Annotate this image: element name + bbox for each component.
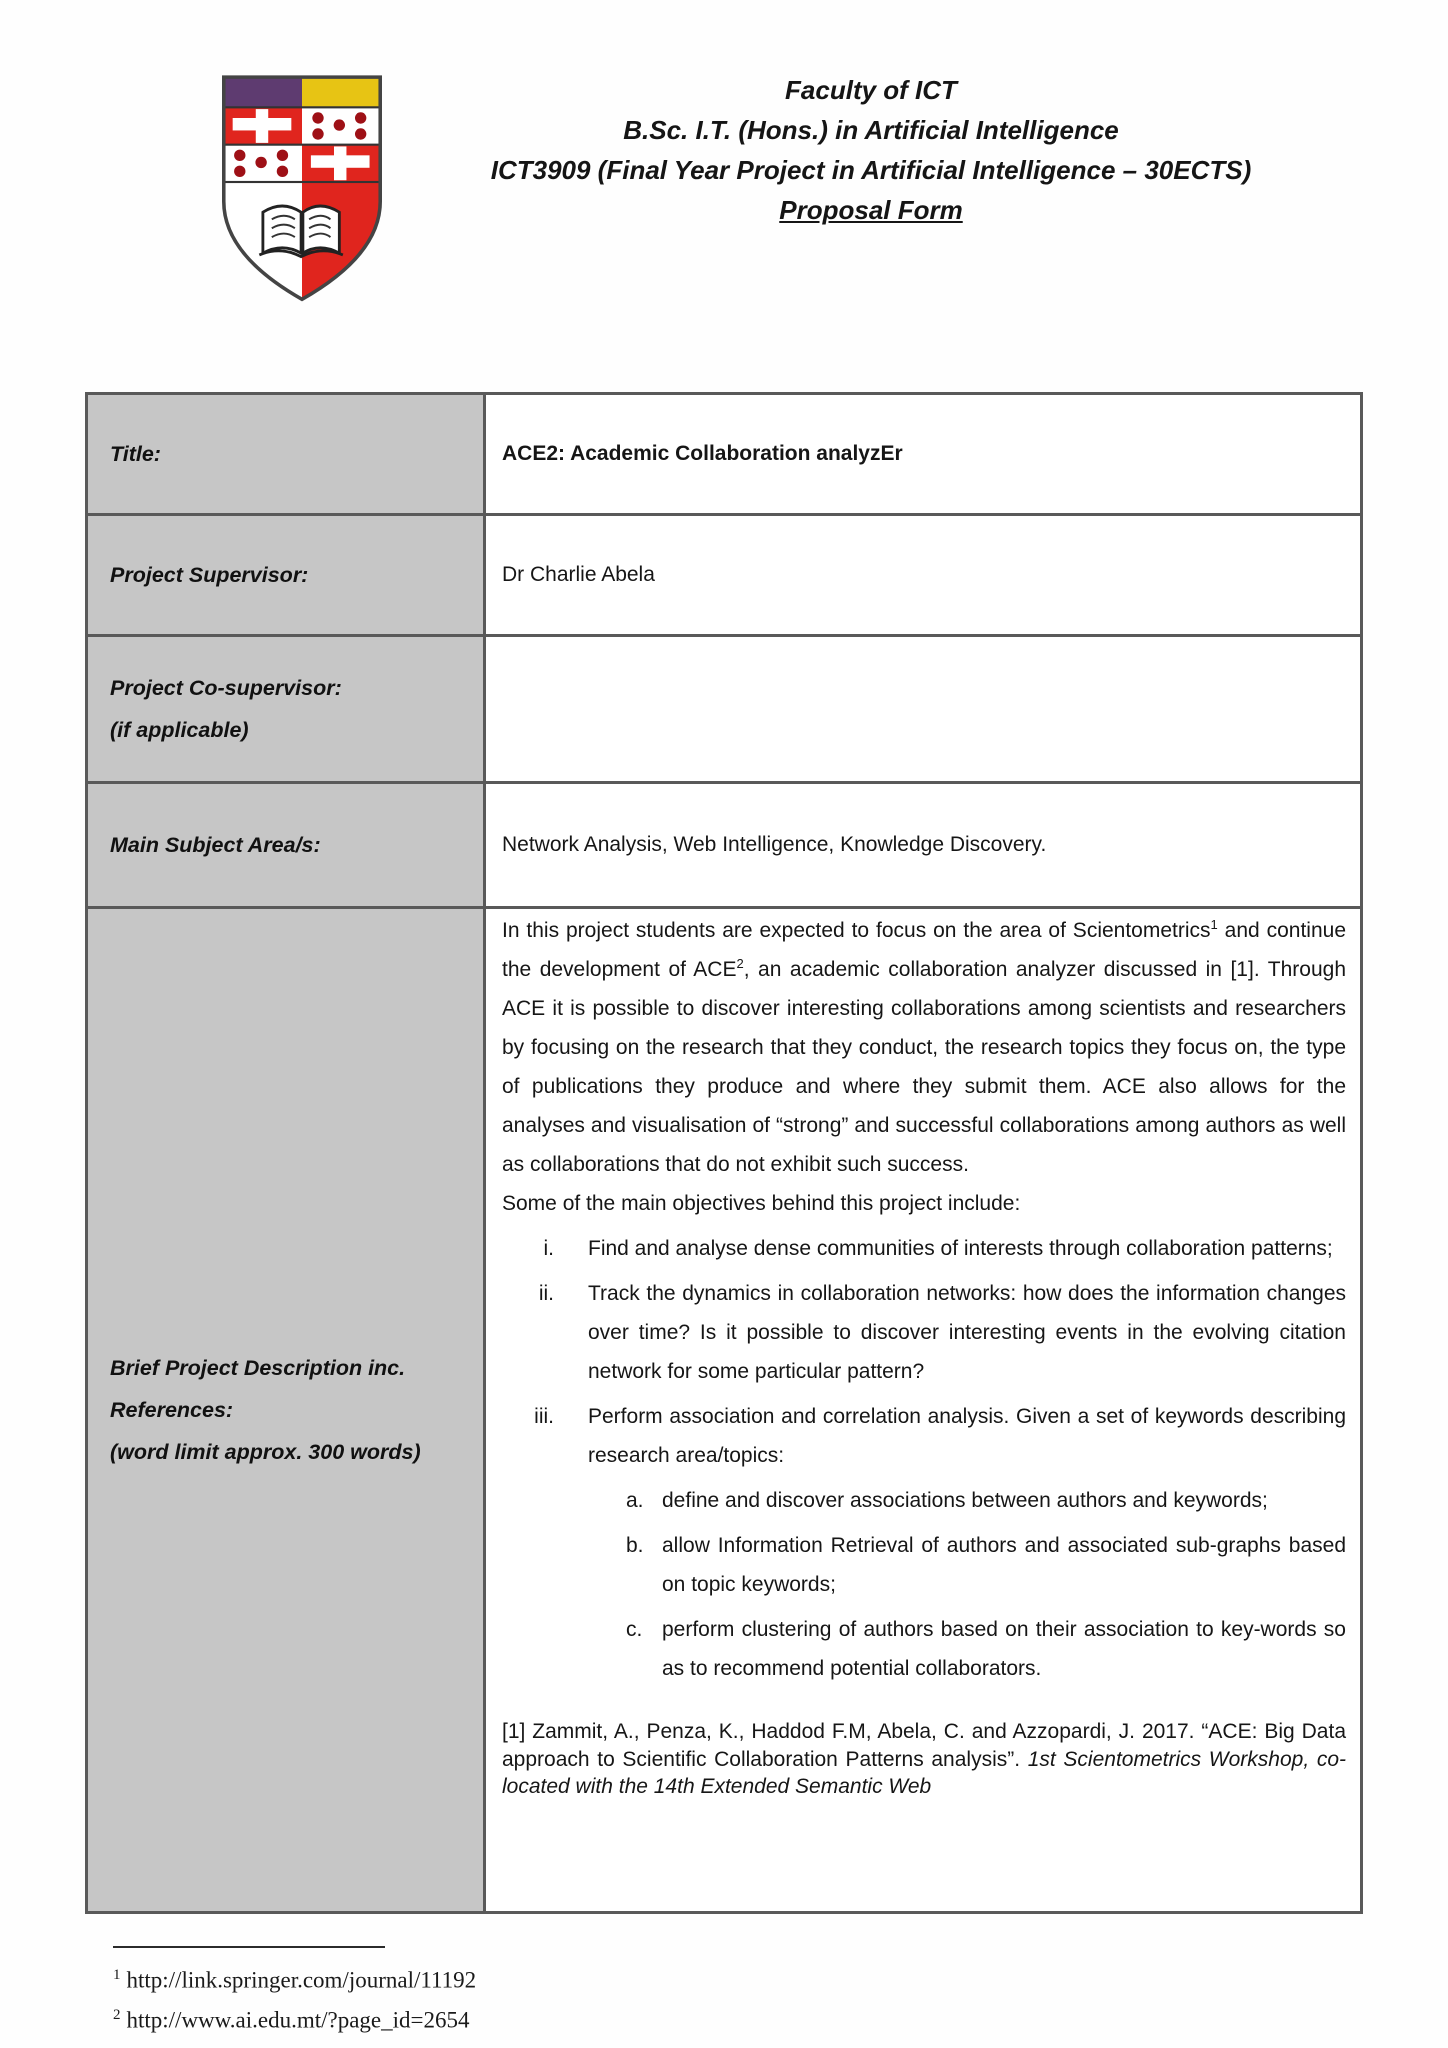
row-title <box>88 395 1360 513</box>
list-marker: a. <box>626 1489 644 1512</box>
footnote-ref-1: 1 <box>1210 917 1218 932</box>
list-marker: b. <box>626 1534 644 1557</box>
title-value: ACE2: Academic Collaboration analyzEr <box>502 442 903 465</box>
footnote-marker: 1 <box>113 1967 121 1983</box>
row-cosupervisor <box>88 634 1360 781</box>
cosupervisor-value <box>486 637 1360 781</box>
footnote-2 <box>113 1998 1013 2038</box>
reference-entry: [1] Zammit, A., Penza, K., Haddod F.M, Abela, C. and Azzopardi, J. 2017. “ACE: Big Data approach to Scientific Collaboration Patterns analysis”. 1st Scientometrics Workshop, co-located with the 14th Extended Semantic Web <box>502 1720 1346 1798</box>
sub-objective-item: a. define and discover associations between authors and keywords; <box>626 1481 1346 1520</box>
document-header <box>296 70 1446 230</box>
footnotes <box>113 1958 1013 2037</box>
course-title: ICT3909 (Final Year Project in Artificial Intelligence – 30ECTS) <box>490 155 1252 185</box>
description-intro-paragraph: In this project students are expected to focus on the area of Scientometrics$^1$ and continue the development of ACE$^2$, an academic collaboration analyzer discussed in [1]. Through ACE it is possible to discover interesting collaborations among scientists and researchers by focusing on the research that they conduct, the research topics they focus on, the type of publications they produce and where they submit them. ACE also allows for the analyses and visualisation of “strong” and successful collaborations among authors as well as collaborations that do not exhibit such success. <box>502 917 1347 1176</box>
description-label: Brief Project Description inc. References: (word limit approx. 300 words) <box>88 909 486 1911</box>
objective-item: i. Find and analyse dense communities of interests through collaboration patterns; <box>502 1229 1346 1268</box>
row-subject-area <box>88 781 1360 906</box>
objectives-intro: Some of the main objectives behind this project include: <box>502 1192 1021 1215</box>
footnote-url: http://www.ai.edu.mt/?page_id=2654 <box>126 2007 470 2033</box>
list-marker: c. <box>626 1618 643 1641</box>
list-marker: i. <box>543 1237 554 1260</box>
supervisor-label: Project Supervisor: <box>88 516 486 634</box>
footnote-1 <box>113 1958 1013 1998</box>
title-label: Title: <box>88 395 486 513</box>
faculty-title: Faculty of ICT <box>785 75 957 105</box>
footnote-ref-2: 2 <box>736 956 744 971</box>
program-title: B.Sc. I.T. (Hons.) in Artificial Intelligence <box>623 115 1119 145</box>
proposal-form-table <box>85 392 1363 1914</box>
supervisor-value: Dr Charlie Abela <box>502 563 655 586</box>
form-title: Proposal Form <box>779 195 963 225</box>
footnote-marker: 2 <box>113 2006 121 2023</box>
reference-venue: 1st Scientometrics Workshop, co-located with the 14th Extended Semantic Web <box>502 1747 1346 1798</box>
subject-area-label: Main Subject Area/s: <box>88 784 486 906</box>
description-value <box>486 909 1360 1911</box>
sub-objective-item: c. perform clustering of authors based on their association to key-words so as to recommend potential collaborators. <box>626 1610 1346 1688</box>
objective-item: ii. Track the dynamics in collaboration networks: how does the information changes over time? Is it possible to discover interesting events in the evolving citation network for some particular pattern? <box>502 1274 1346 1391</box>
subject-area-value: Network Analysis, Web Intelligence, Knowledge Discovery. <box>502 833 1047 856</box>
row-description <box>88 906 1360 1911</box>
sub-objective-item: b. allow Information Retrieval of authors and associated sub-graphs based on topic keywords; <box>626 1526 1346 1604</box>
list-marker: iii. <box>534 1405 554 1428</box>
row-supervisor <box>88 513 1360 634</box>
objective-item: iii. Perform association and correlation analysis. Given a set of keywords describing research area/topics: <box>502 1397 1346 1475</box>
cosupervisor-label: Project Co-supervisor: (if applicable) <box>88 637 486 781</box>
list-marker: ii. <box>538 1282 554 1305</box>
footnote-separator <box>113 1946 385 1948</box>
footnote-url: http://link.springer.com/journal/11192 <box>126 1967 477 1993</box>
